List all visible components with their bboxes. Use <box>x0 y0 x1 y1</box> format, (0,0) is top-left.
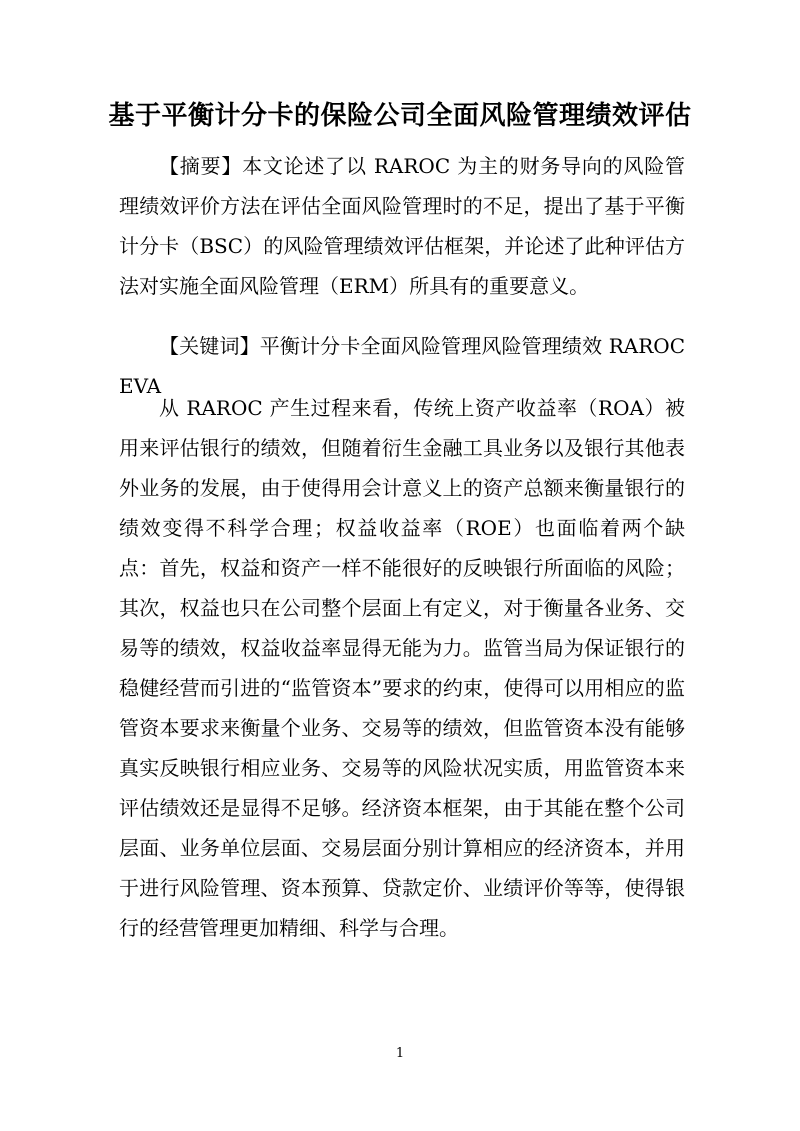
page-number: 1 <box>395 1046 405 1061</box>
document-title: 基于平衡计分卡的保险公司全面风险管理绩效评估 <box>108 101 692 131</box>
keywords-paragraph: 【关键词】平衡计分卡全面风险管理风险管理绩效 RAROCEVA <box>119 334 685 398</box>
abstract-paragraph: 【摘要】本文论述了以 RAROC 为主的财务导向的风险管理绩效评价方法在评估全面风险管理时的不足，提出了基于平衡计分卡（BSC）的风险管理绩效评估框架，并论述了此种评估方法对实施全面风险管理（ERM）所具有的重要意义。 <box>119 154 685 298</box>
body-paragraph: 从 RAROC 产生过程来看，传统上资产收益率（ROA）被用来评估银行的绩效，但随着衍生金融工具业务以及银行其他表外业务的发展，由于使得用会计意义上的资产总额来衡量银行的绩效变得不科学合理；权益收益率（ROE）也面临着两个缺点：首先，权益和资产一样不能很好的反映银行所面临的风险；其次，权益也只在公司整个层面上有定义，对于衡量各业务、交易等的绩效，权益收益率显得无能为力。监管当局为保证银行的稳健经营而引进的“监管资本”要求的约束，使得可以用相应的监管资本要求来衡量个业务、交易等的绩效，但监管资本没有能够真实反映银行相应业务、交易等的风险状况实质，用监管资本来评估绩效还是显得不足够。经济资本框架，由于其能在整个公司层面、业务单位层面、交易层面分别计算相应的经济资本，并用于进行风险管理、资本预算、贷款定价、业绩评价等等，使得银行的经营管理更加精细、科学与合理。 <box>119 396 685 940</box>
